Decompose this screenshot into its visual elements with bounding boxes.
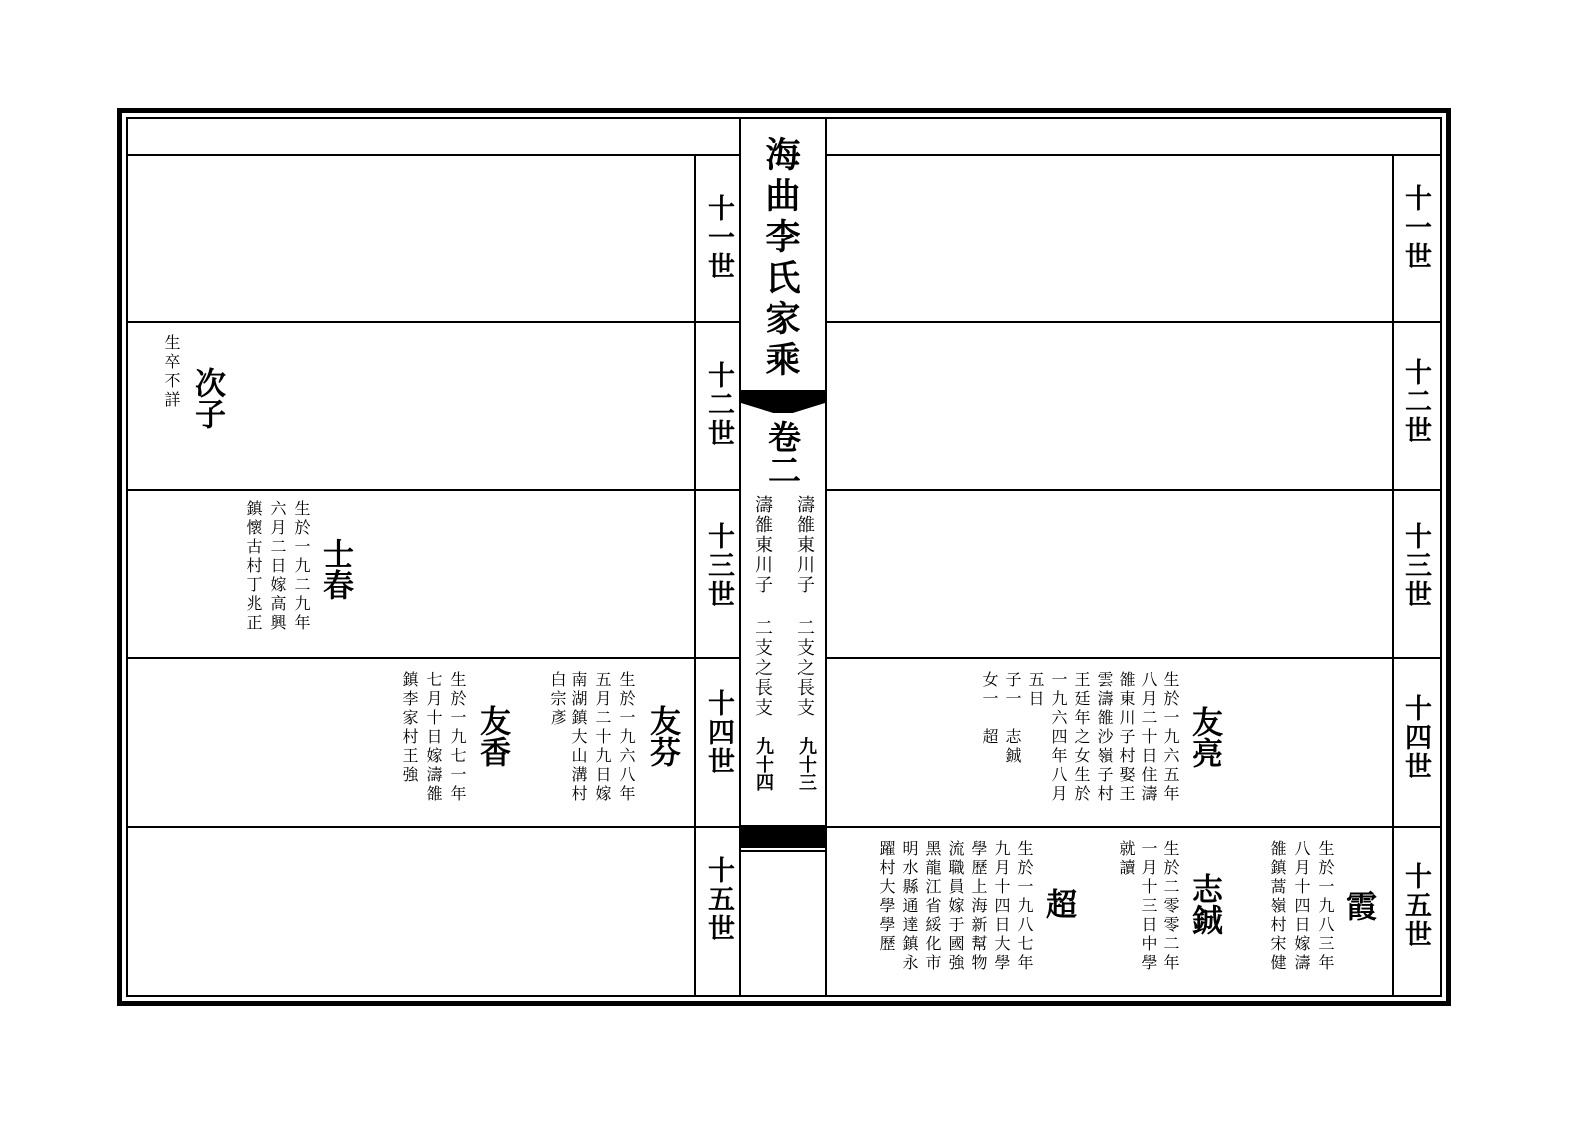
left-gen-13: 十三世	[703, 522, 734, 609]
right-gen-15: 十五世	[1400, 862, 1431, 949]
top-rule-right	[826, 154, 1440, 156]
left-page-branch: 濤雒東川子	[752, 495, 773, 595]
person-bio-youliang-3: 雒東川子村娶王	[1117, 671, 1136, 804]
person-bio-youxiang-3: 鎮李家村王強	[400, 671, 419, 785]
person-bio-zhicheng-2: 一月十三日中學	[1139, 840, 1158, 973]
person-name-youfen: 友芬	[644, 705, 680, 767]
person-bio-shichun-2: 六月二日嫁高興	[268, 500, 287, 633]
person-bio-xia-3: 雒鎮蒿嶺村宋健	[1268, 840, 1287, 973]
person-bio-youfen-2: 五月二十九日嫁	[593, 671, 612, 804]
right-gen-column-rule	[1392, 155, 1394, 996]
person-name-chao: 超	[1040, 888, 1076, 919]
person-bio-chao-5: 黑龍江省綏化市	[923, 840, 942, 973]
person-bio-xia-1: 生於一九八三年	[1316, 840, 1335, 973]
right-page-number: 九十三	[796, 737, 817, 791]
person-bio-shichun-3: 鎮懷古村丁兆正	[244, 500, 263, 633]
person-bio-cizi-1: 生卒不詳	[162, 334, 181, 410]
row-rule-right-3	[826, 657, 1440, 659]
person-bio-youfen-4: 白宗彥	[548, 671, 567, 728]
left-gen-15: 十五世	[703, 856, 734, 943]
person-bio-chao-4: 流職員嫁于國強	[946, 840, 965, 973]
spine-right-rule	[825, 117, 827, 996]
person-name-cizi: 次子	[189, 367, 225, 429]
left-gen-11: 十一世	[703, 194, 734, 281]
right-page-sub-branch: 二支之長支	[794, 618, 815, 718]
person-bio-chao-2: 九月十四日大學	[992, 840, 1011, 973]
row-rule-left-3	[128, 657, 741, 659]
right-gen-11: 十一世	[1400, 184, 1431, 271]
person-bio-youliang-9: 女一 超	[980, 671, 999, 747]
person-name-shichun: 士春	[317, 538, 353, 600]
spine-left-rule	[739, 117, 741, 996]
row-rule-left-2	[128, 489, 741, 491]
person-bio-youfen-1: 生於一九六八年	[617, 671, 636, 804]
left-gen-column-rule	[694, 155, 696, 996]
person-bio-shichun-1: 生於一九二九年	[292, 500, 311, 633]
person-bio-chao-6: 明水縣通達鎮永	[900, 840, 919, 973]
person-bio-youfen-3: 南湖鎮大山溝村	[569, 671, 588, 804]
left-gen-12: 十二世	[703, 361, 734, 448]
left-page-number: 九十四	[753, 737, 774, 791]
person-bio-youliang-6: 一九六四年八月	[1049, 671, 1068, 804]
person-bio-youliang-5: 王廷年之女生於	[1072, 671, 1091, 804]
person-bio-zhicheng-1: 生於二零零二年	[1161, 840, 1180, 973]
person-name-zhicheng: 志鋮	[1186, 873, 1222, 935]
person-bio-youxiang-2: 七月十日嫁濤雒	[424, 671, 443, 804]
top-rule-left	[128, 154, 741, 156]
person-bio-xia-2: 八月十四日嫁濤	[1292, 840, 1311, 973]
person-name-youliang: 友亮	[1186, 706, 1222, 768]
person-name-youxiang: 友香	[474, 705, 510, 767]
spine-bottom-rule	[741, 850, 825, 852]
row-rule-right-2	[826, 489, 1440, 491]
row-rule-left-4	[128, 826, 741, 828]
spine-band-bottom	[741, 825, 825, 848]
person-bio-youliang-2: 八月二十日住濤	[1139, 671, 1158, 804]
right-gen-12: 十二世	[1400, 358, 1431, 445]
person-bio-chao-7: 躍村大學學歷	[877, 840, 896, 954]
volume-label: 卷二	[763, 420, 802, 486]
right-page-branch: 濤雒東川子	[794, 495, 815, 595]
row-rule-right-4	[826, 826, 1440, 828]
person-bio-zhicheng-3: 就讀	[1117, 840, 1136, 878]
row-rule-left-1	[128, 321, 741, 323]
row-rule-right-1	[826, 321, 1440, 323]
person-bio-chao-3: 學歷上海新幫物	[969, 840, 988, 973]
right-gen-13: 十三世	[1400, 522, 1431, 609]
left-gen-14: 十四世	[703, 689, 734, 776]
person-bio-youliang-8: 子一 志鋮	[1003, 671, 1022, 766]
person-bio-youliang-7: 五日	[1026, 671, 1045, 709]
person-bio-youxiang-1: 生於一九七一年	[448, 671, 467, 804]
person-bio-youliang-4: 雲濤雒沙嶺子村	[1095, 671, 1114, 804]
book-title: 海曲李氏家乘	[760, 136, 801, 382]
left-page-sub-branch: 二支之長支	[752, 618, 773, 718]
person-name-xia: 霞	[1340, 890, 1376, 921]
person-bio-chao-1: 生於一九八七年	[1015, 840, 1034, 973]
right-gen-14: 十四世	[1400, 694, 1431, 781]
person-bio-youliang-1: 生於一九六五年	[1161, 671, 1180, 804]
